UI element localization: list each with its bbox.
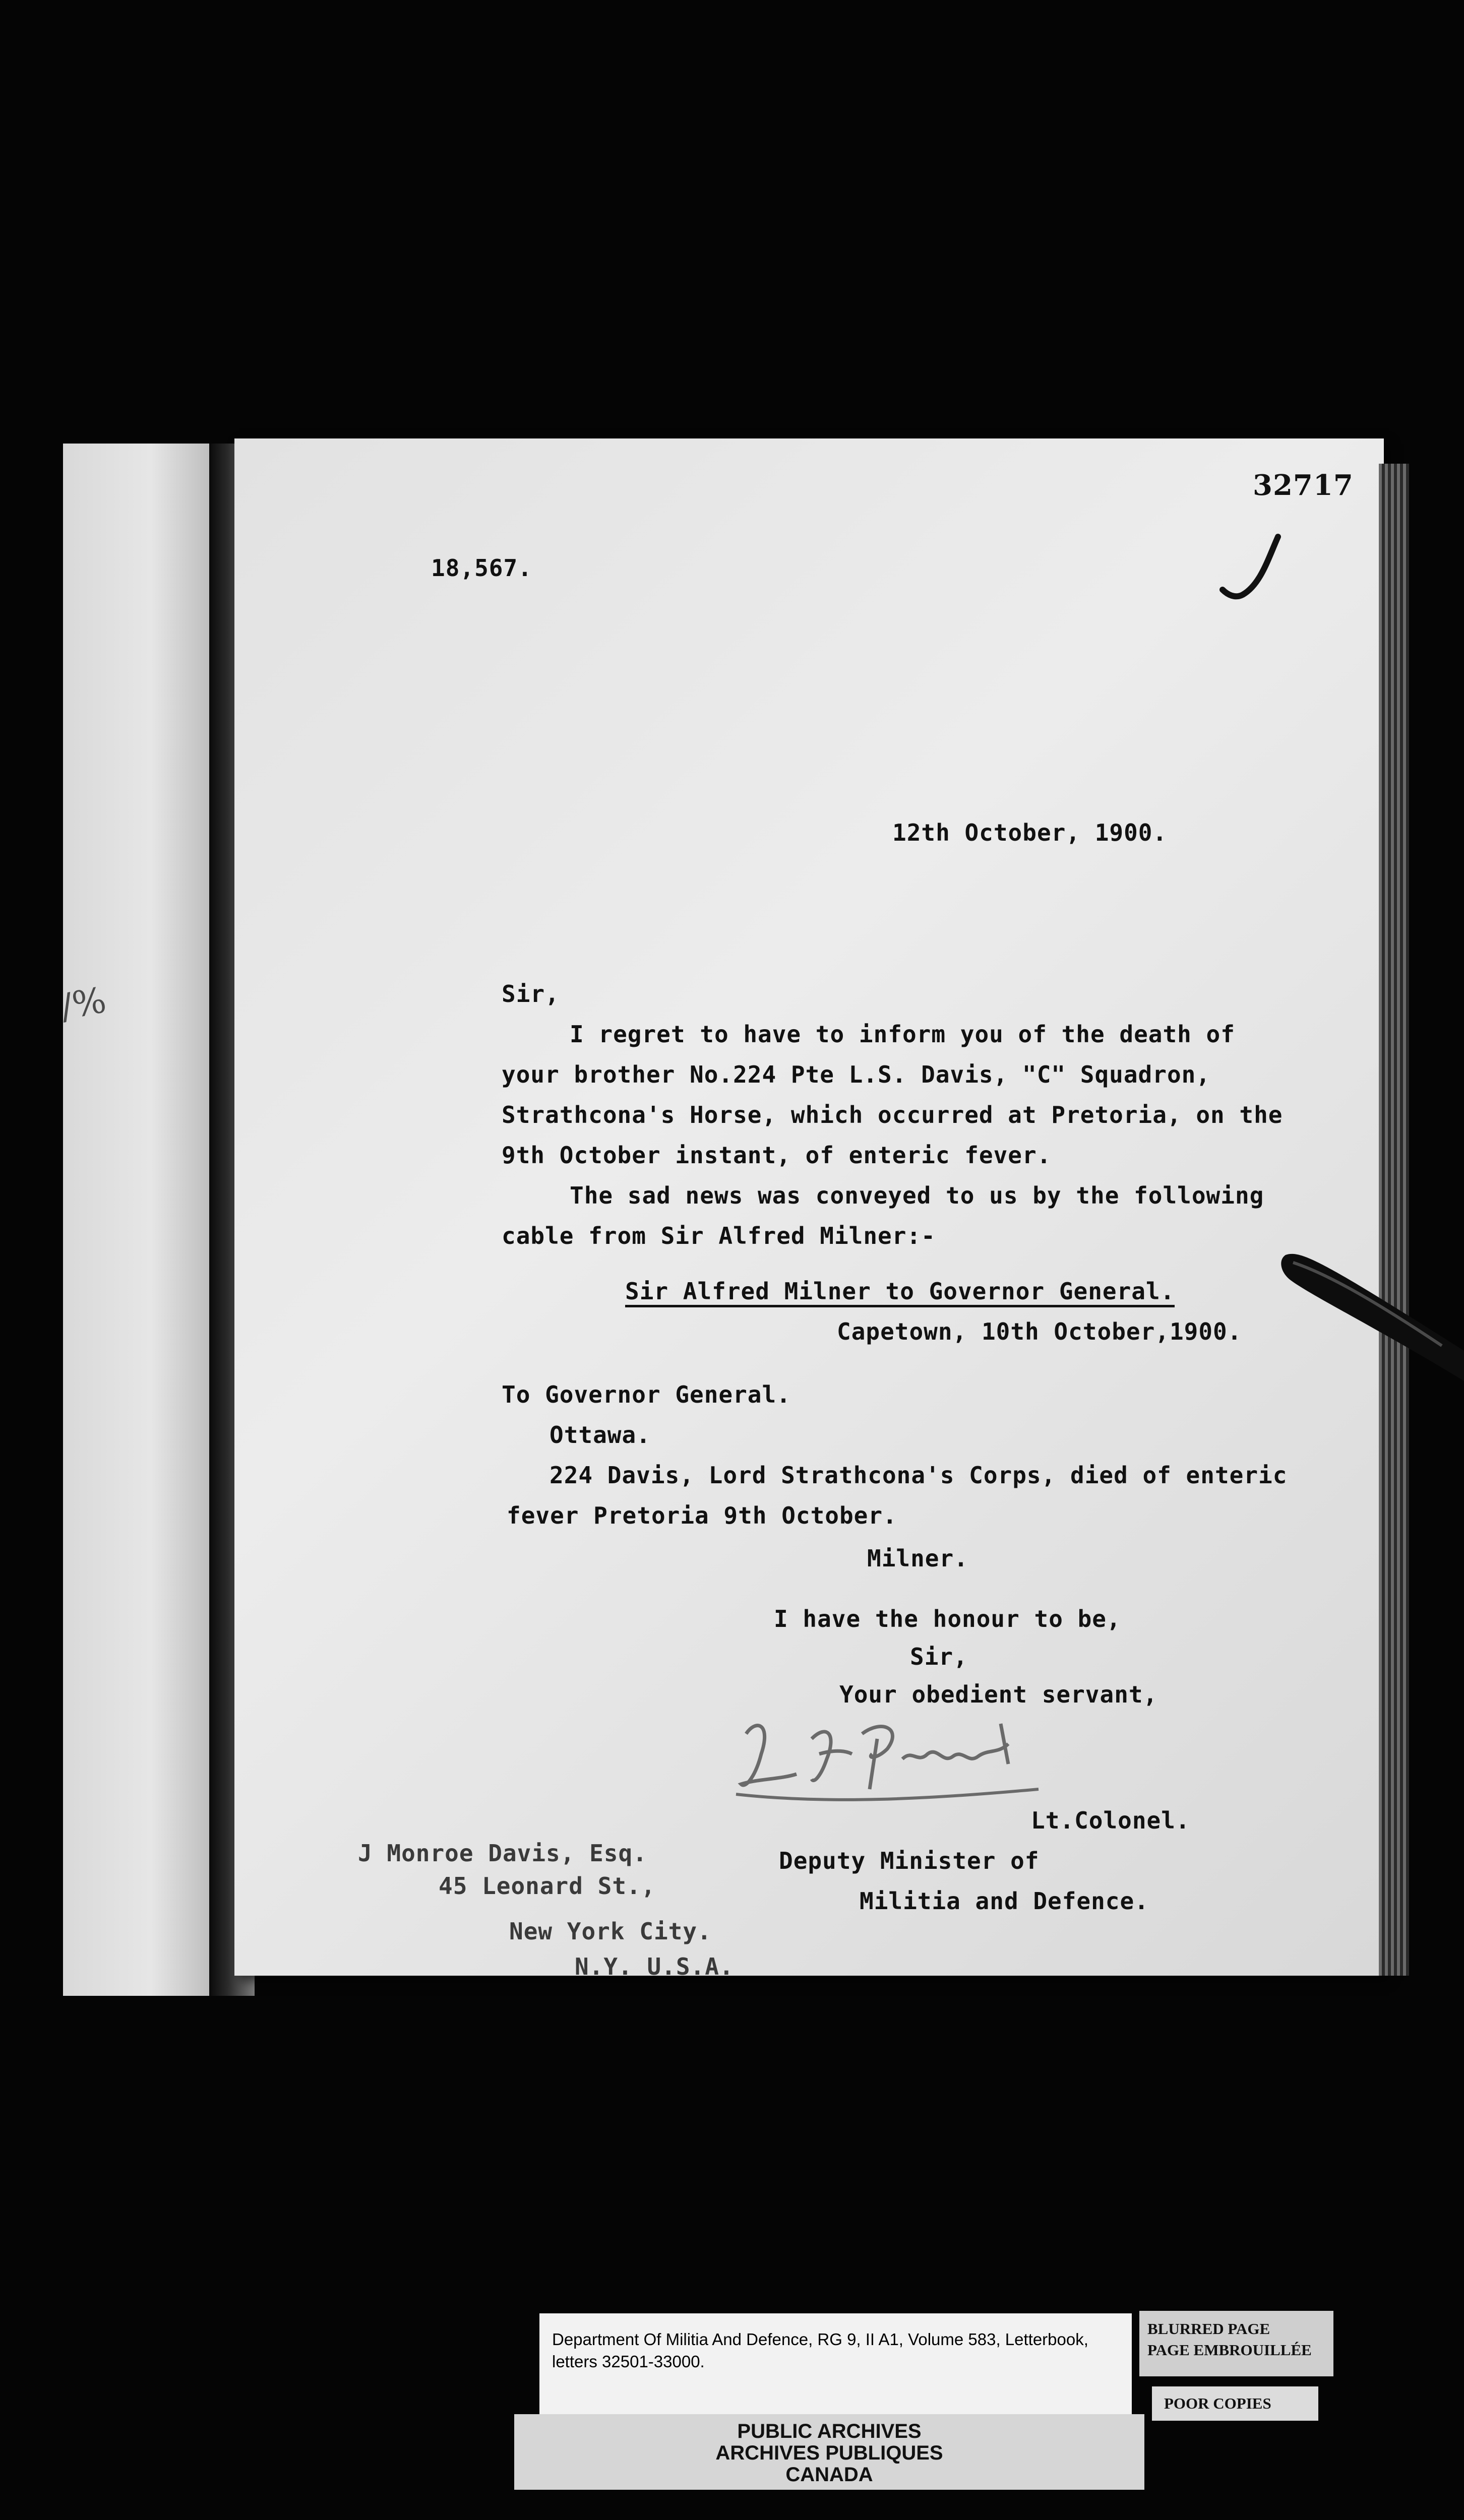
public-archives-stamp [514,2414,1144,2490]
margin-pencil-mark: /% [57,979,109,1028]
closing-line: Sir, [910,1643,968,1670]
body-line: The sad news was conveyed to us by the following [570,1182,1264,1209]
stamp-line: ARCHIVES PUBLIQUES [715,2442,943,2464]
stamp-line: PUBLIC ARCHIVES [737,2420,922,2442]
addressee-line: J Monroe Davis, Esq. [358,1840,647,1867]
cable-text-line: fever Pretoria 9th October. [507,1502,897,1529]
archive-reference-text: Department Of Militia And Defence, RG 9, II A1, Volume 583, Letterbook, letters 32501-33000. [552,2330,1088,2371]
check-mark-icon [1212,529,1293,610]
body-line: 9th October instant, of enteric fever. [502,1142,1052,1169]
handwritten-signature [726,1704,1049,1814]
cable-place-date: Capetown, 10th October,1900. [837,1318,1242,1345]
cable-recipient: To Governor General. [502,1381,791,1408]
cable-signed: Milner. [867,1545,968,1572]
file-number: 18,567. [431,554,532,582]
blurred-page-notice [1139,2311,1333,2376]
pen-tip-icon [1280,1250,1464,1391]
salutation: Sir, [502,980,560,1007]
closing-line: I have the honour to be, [774,1605,1121,1632]
stamp-line: CANADA [785,2464,873,2486]
page-embrouillee-text: PAGE EMBROUILLÉE [1147,2341,1312,2359]
poor-copies-notice [1152,2386,1318,2421]
body-line: your brother No.224 Pte L.S. Davis, "C" Squadron, [502,1061,1211,1088]
cable-text-line: 224 Davis, Lord Strathcona's Corps, died of enteric [550,1462,1288,1489]
blurred-page-text: BLURRED PAGE [1147,2320,1270,2338]
archive-number: 32717 [1253,469,1354,502]
adjacent-page-strip [63,444,209,1996]
addressee-line: 45 Leonard St., [439,1872,656,1900]
poor-copies-text: POOR COPIES [1164,2395,1271,2412]
signatory-position: Deputy Minister of [779,1847,1040,1874]
cable-city: Ottawa. [550,1421,651,1448]
closing-line: Your obedient servant, [839,1681,1158,1708]
letter-date: 12th October, 1900. [892,819,1168,846]
signatory-position: Militia and Defence. [860,1887,1149,1915]
cable-title: Sir Alfred Milner to Governor General. [625,1278,1175,1307]
body-line: cable from Sir Alfred Milner:- [502,1222,936,1249]
addressee-line: N.Y. U.S.A. [575,1953,734,1980]
signatory-rank: Lt.Colonel. [1031,1807,1190,1834]
body-line: Strathcona's Horse, which occurred at Pretoria, on the [502,1101,1283,1128]
addressee-line: New York City. [509,1918,712,1945]
body-line: I regret to have to inform you of the death of [570,1021,1235,1048]
page-edges [1379,464,1409,1976]
